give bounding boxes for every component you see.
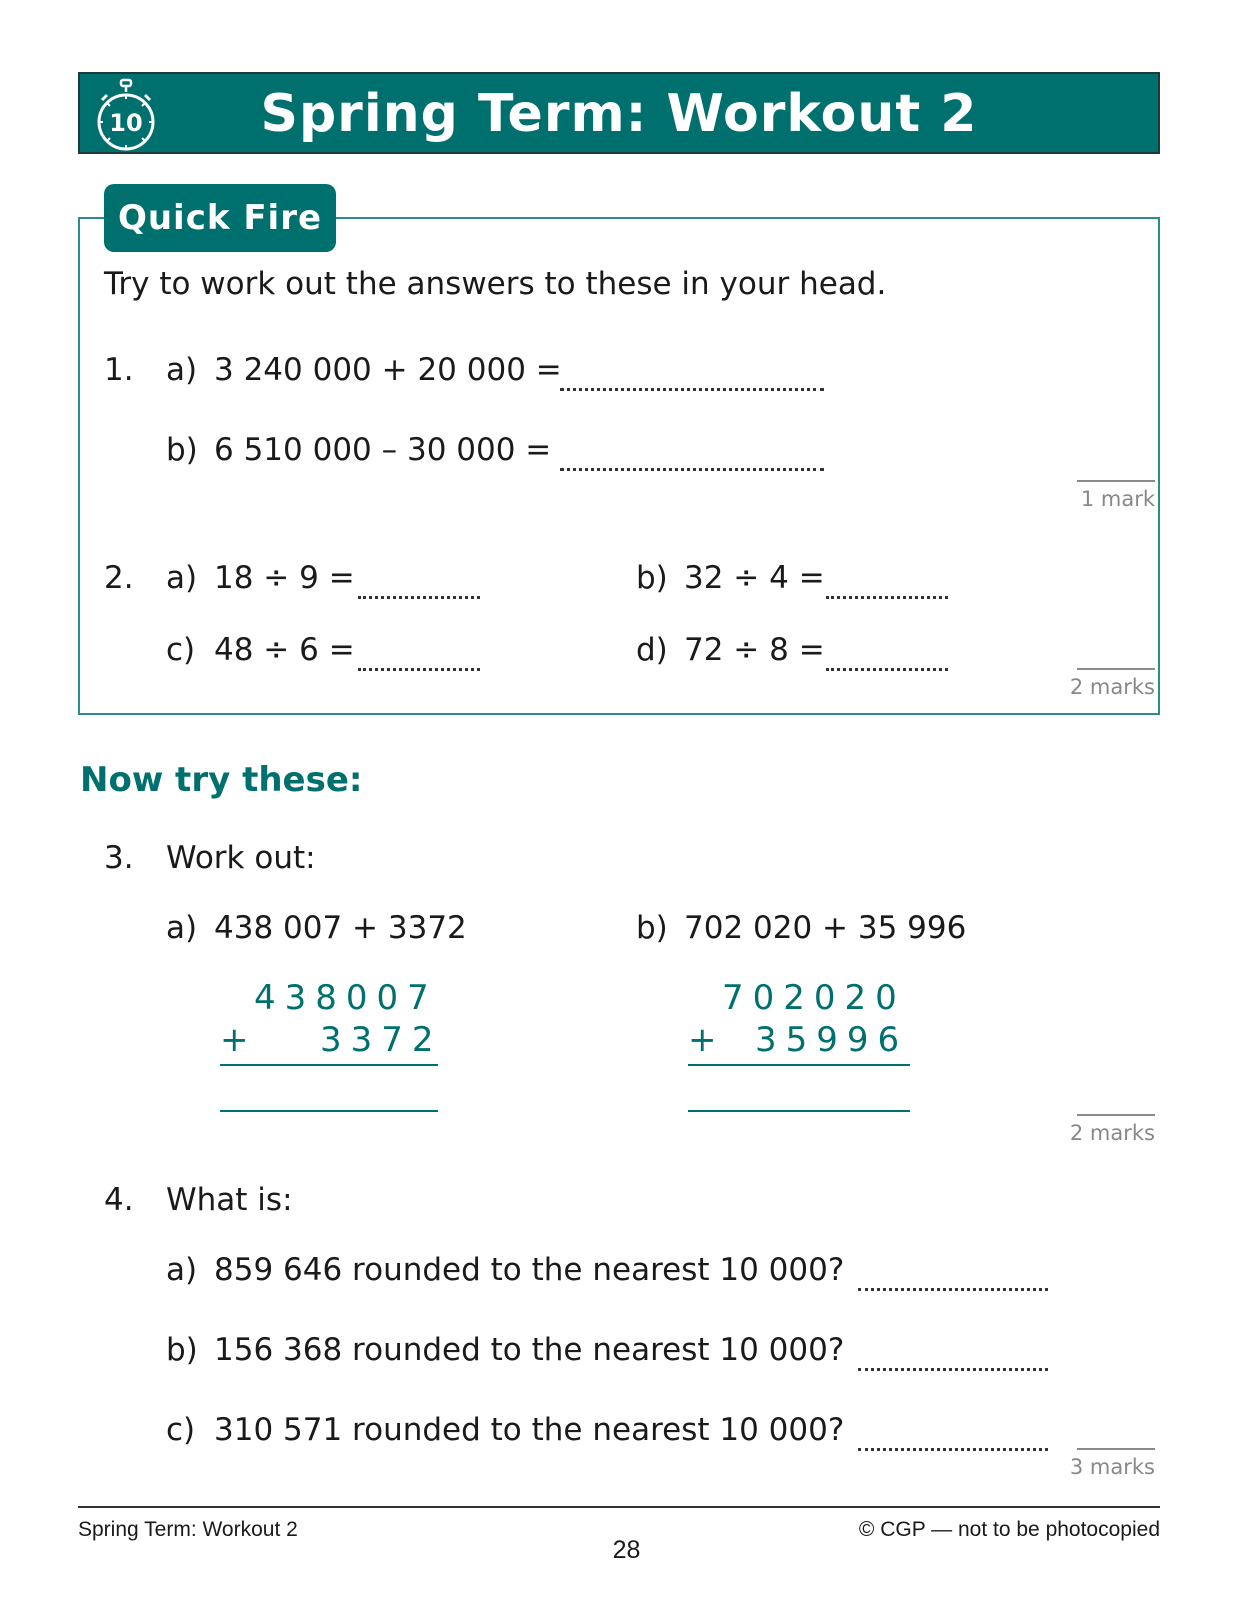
page-number: 28 xyxy=(612,1536,641,1564)
column-bottom-number: 3372 xyxy=(320,1020,443,1060)
answer-field[interactable] xyxy=(358,668,480,671)
question-number: 1. xyxy=(104,352,134,388)
column-line xyxy=(220,1064,438,1066)
part-label: a) xyxy=(166,352,198,388)
column-top-number: 702020 xyxy=(722,978,906,1018)
answer-field[interactable] xyxy=(826,596,948,599)
question-text: 859 646 rounded to the nearest 10 000? xyxy=(214,1252,845,1288)
part-label: c) xyxy=(166,1412,196,1448)
footer-rule xyxy=(78,1506,1160,1508)
part-label: a) xyxy=(166,1252,198,1288)
answer-field[interactable] xyxy=(560,388,824,391)
question-text: 6 510 000 – 30 000 = xyxy=(214,432,552,468)
marks-label: 2 marks xyxy=(1069,1121,1155,1145)
question-text: 32 ÷ 4 = xyxy=(684,560,825,596)
marks-line xyxy=(1077,480,1155,482)
part-label: d) xyxy=(636,632,668,668)
marks-label: 2 marks xyxy=(1069,675,1155,699)
question-prompt: What is: xyxy=(166,1182,293,1218)
part-label: b) xyxy=(636,910,668,946)
question-text: 438 007 + 3372 xyxy=(214,910,467,946)
question-text: 72 ÷ 8 = xyxy=(684,632,825,668)
footer-title: Spring Term: Workout 2 xyxy=(78,1518,298,1541)
marks-line xyxy=(1077,1114,1155,1116)
part-label: b) xyxy=(166,432,198,468)
column-line xyxy=(688,1064,910,1066)
answer-field[interactable] xyxy=(560,468,824,471)
page-header xyxy=(78,72,1160,154)
timer-minutes: 10 xyxy=(109,109,143,137)
footer-copyright: © CGP — not to be photocopied xyxy=(858,1518,1160,1541)
column-bottom-number: 35996 xyxy=(755,1020,909,1060)
part-label: c) xyxy=(166,632,196,668)
part-label: b) xyxy=(636,560,668,596)
marks-label: 1 mark xyxy=(1080,487,1155,511)
question-text: 48 ÷ 6 = xyxy=(214,632,355,668)
quick-fire-tab: Quick Fire xyxy=(104,184,336,252)
question-text: 702 020 + 35 996 xyxy=(684,910,967,946)
marks-label: 3 marks xyxy=(1069,1455,1155,1479)
question-number: 4. xyxy=(104,1182,134,1218)
answer-line[interactable] xyxy=(688,1110,910,1112)
question-text: 310 571 rounded to the nearest 10 000? xyxy=(214,1412,845,1448)
part-label: b) xyxy=(166,1332,198,1368)
part-label: a) xyxy=(166,560,198,596)
answer-field[interactable] xyxy=(858,1288,1048,1291)
section-heading: Now try these: xyxy=(80,760,363,800)
answer-field[interactable] xyxy=(858,1448,1048,1451)
marks-line xyxy=(1077,668,1155,670)
question-prompt: Work out: xyxy=(166,840,316,876)
part-label: a) xyxy=(166,910,198,946)
question-text: 3 240 000 + 20 000 = xyxy=(214,352,562,388)
answer-line[interactable] xyxy=(220,1110,438,1112)
question-number: 3. xyxy=(104,840,134,876)
column-top-number: 438007 xyxy=(254,978,438,1018)
quick-fire-instruction: Try to work out the answers to these in your head. xyxy=(104,266,887,302)
marks-line xyxy=(1077,1448,1155,1450)
plus-sign: + xyxy=(688,1020,717,1060)
question-text: 156 368 rounded to the nearest 10 000? xyxy=(214,1332,845,1368)
question-text: 18 ÷ 9 = xyxy=(214,560,355,596)
question-number: 2. xyxy=(104,560,134,596)
answer-field[interactable] xyxy=(826,668,948,671)
answer-field[interactable] xyxy=(358,596,480,599)
plus-sign: + xyxy=(220,1020,249,1060)
page-title: Spring Term: Workout 2 xyxy=(260,84,978,144)
answer-field[interactable] xyxy=(858,1368,1048,1371)
